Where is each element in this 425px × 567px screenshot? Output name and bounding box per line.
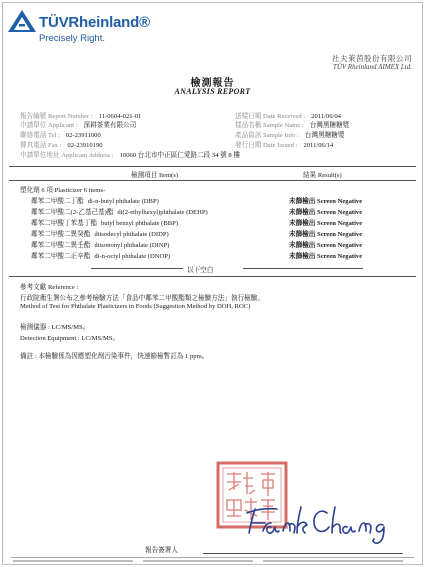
reference-label: 參考文獻 Reference :	[20, 284, 79, 291]
equipment-en: Detection Equipment : LC/MS/MS。	[20, 335, 120, 342]
result-value: 未篩檢出 Screen Negative	[289, 231, 363, 238]
result-value: 未篩檢出 Screen Negative	[289, 220, 363, 227]
test-group-title: 塑化劑 6 項 Plasticizer 6 items-	[20, 187, 106, 194]
result-value: 未篩檢出 Screen Negative	[289, 209, 363, 216]
footer-rule	[11, 557, 414, 558]
footer-fine-print	[13, 560, 413, 563]
signature-line	[203, 553, 403, 554]
remark-note: 備註 : 本檢驗係為因應塑化劑污染事件，快速篩檢暫訂為 1 ppm。	[20, 353, 209, 360]
date-issued-row: 發行日期 Date Issued : 2011/06/14	[235, 142, 334, 149]
table-top-rule	[9, 166, 416, 167]
fax-row: 傳真電話 Fax : 02-23910190	[20, 142, 103, 149]
sample-name-row: 樣品名稱 Sample Name : 台灣黑糖糖漿	[235, 122, 350, 129]
table-bottom-rule	[9, 276, 416, 277]
date-received-row: 送樣日期 Date Received : 2011/06/04	[235, 113, 341, 120]
result-item: 鄰苯二甲酸二異癸酯 diisodecyl phthalate (DIDP)	[31, 231, 169, 238]
report-page	[2, 2, 423, 565]
table-header-rule	[9, 180, 416, 181]
applicant-address-row: 申請單位地址 Applicant Address : 10060 台北市中正區仁愛路二段 34 號 8 樓	[20, 152, 240, 159]
result-item: 鄰苯二甲酸二丁酯 di-n-butyl phthalate (DBP)	[31, 198, 159, 205]
brand-name: TÜVRheinland®	[39, 14, 150, 31]
applicant-row: 申請單位 Applicant : 深耕茶業有限公司	[20, 122, 137, 129]
tel-row: 聯絡電話 Tel : 02-23911000	[20, 132, 101, 139]
column-header-results: 結果 Result(s)	[303, 172, 342, 179]
handwritten-signature-icon	[243, 503, 393, 547]
reference-text-zh: 行政院衛生署公布之參考檢驗方法「食品中鄰苯二甲酸酯類之檢驗方法」執行檢驗。	[20, 295, 264, 302]
result-value: 未篩檢出 Screen Negative	[289, 242, 363, 249]
company-name-zh: 社夫萊茵股份有限公司	[332, 54, 412, 63]
signatory-label: 報告簽署人	[145, 547, 178, 554]
report-title-zh: 檢測報告	[190, 78, 235, 89]
result-item: 鄰苯二甲酸丁苯基丁酯 butyl benzyl phthalate (BBP)	[31, 220, 179, 227]
report-title-en: ANALYSIS REPORT	[174, 87, 251, 96]
result-item: 鄰苯二甲酸二(2-乙基己基)酯 di(2-ethylhexyl)phthalate (DEHP)	[31, 209, 208, 216]
sample-info-row: 產品資訊 Sample Info : 台灣黑糖糖漿	[235, 132, 345, 139]
equipment-zh: 檢測儀器 : LC/MS/MS。	[20, 324, 90, 331]
report-number-row: 報告編號 Report Number : 11-0604-021-01	[20, 113, 142, 120]
blank-divider-left	[91, 268, 183, 269]
company-name-en: TÜV Rheinland AIMEX Ltd.	[332, 63, 412, 71]
result-value: 未篩檢出 Screen Negative	[289, 253, 363, 260]
result-item: 鄰苯二甲酸二正辛酯 di-n-octyl phthalate (DNOP)	[31, 253, 171, 260]
brand-tagline: Precisely Right.	[39, 33, 105, 44]
column-header-items: 檢測項目 Item(s)	[131, 172, 179, 179]
reference-text-en: Method of Test for Phthalate Plasticizers in Foods (Suggestion Method by DOH, ROC)	[20, 303, 251, 310]
result-value: 未篩檢出 Screen Negative	[289, 198, 363, 205]
tuv-triangle-logo-icon	[7, 9, 37, 33]
blank-divider-right	[243, 268, 363, 269]
result-item: 鄰苯二甲酸二異壬酯 diisononyl phthalate (DINP)	[31, 242, 170, 249]
blank-below-note: 以下空白	[187, 267, 214, 274]
